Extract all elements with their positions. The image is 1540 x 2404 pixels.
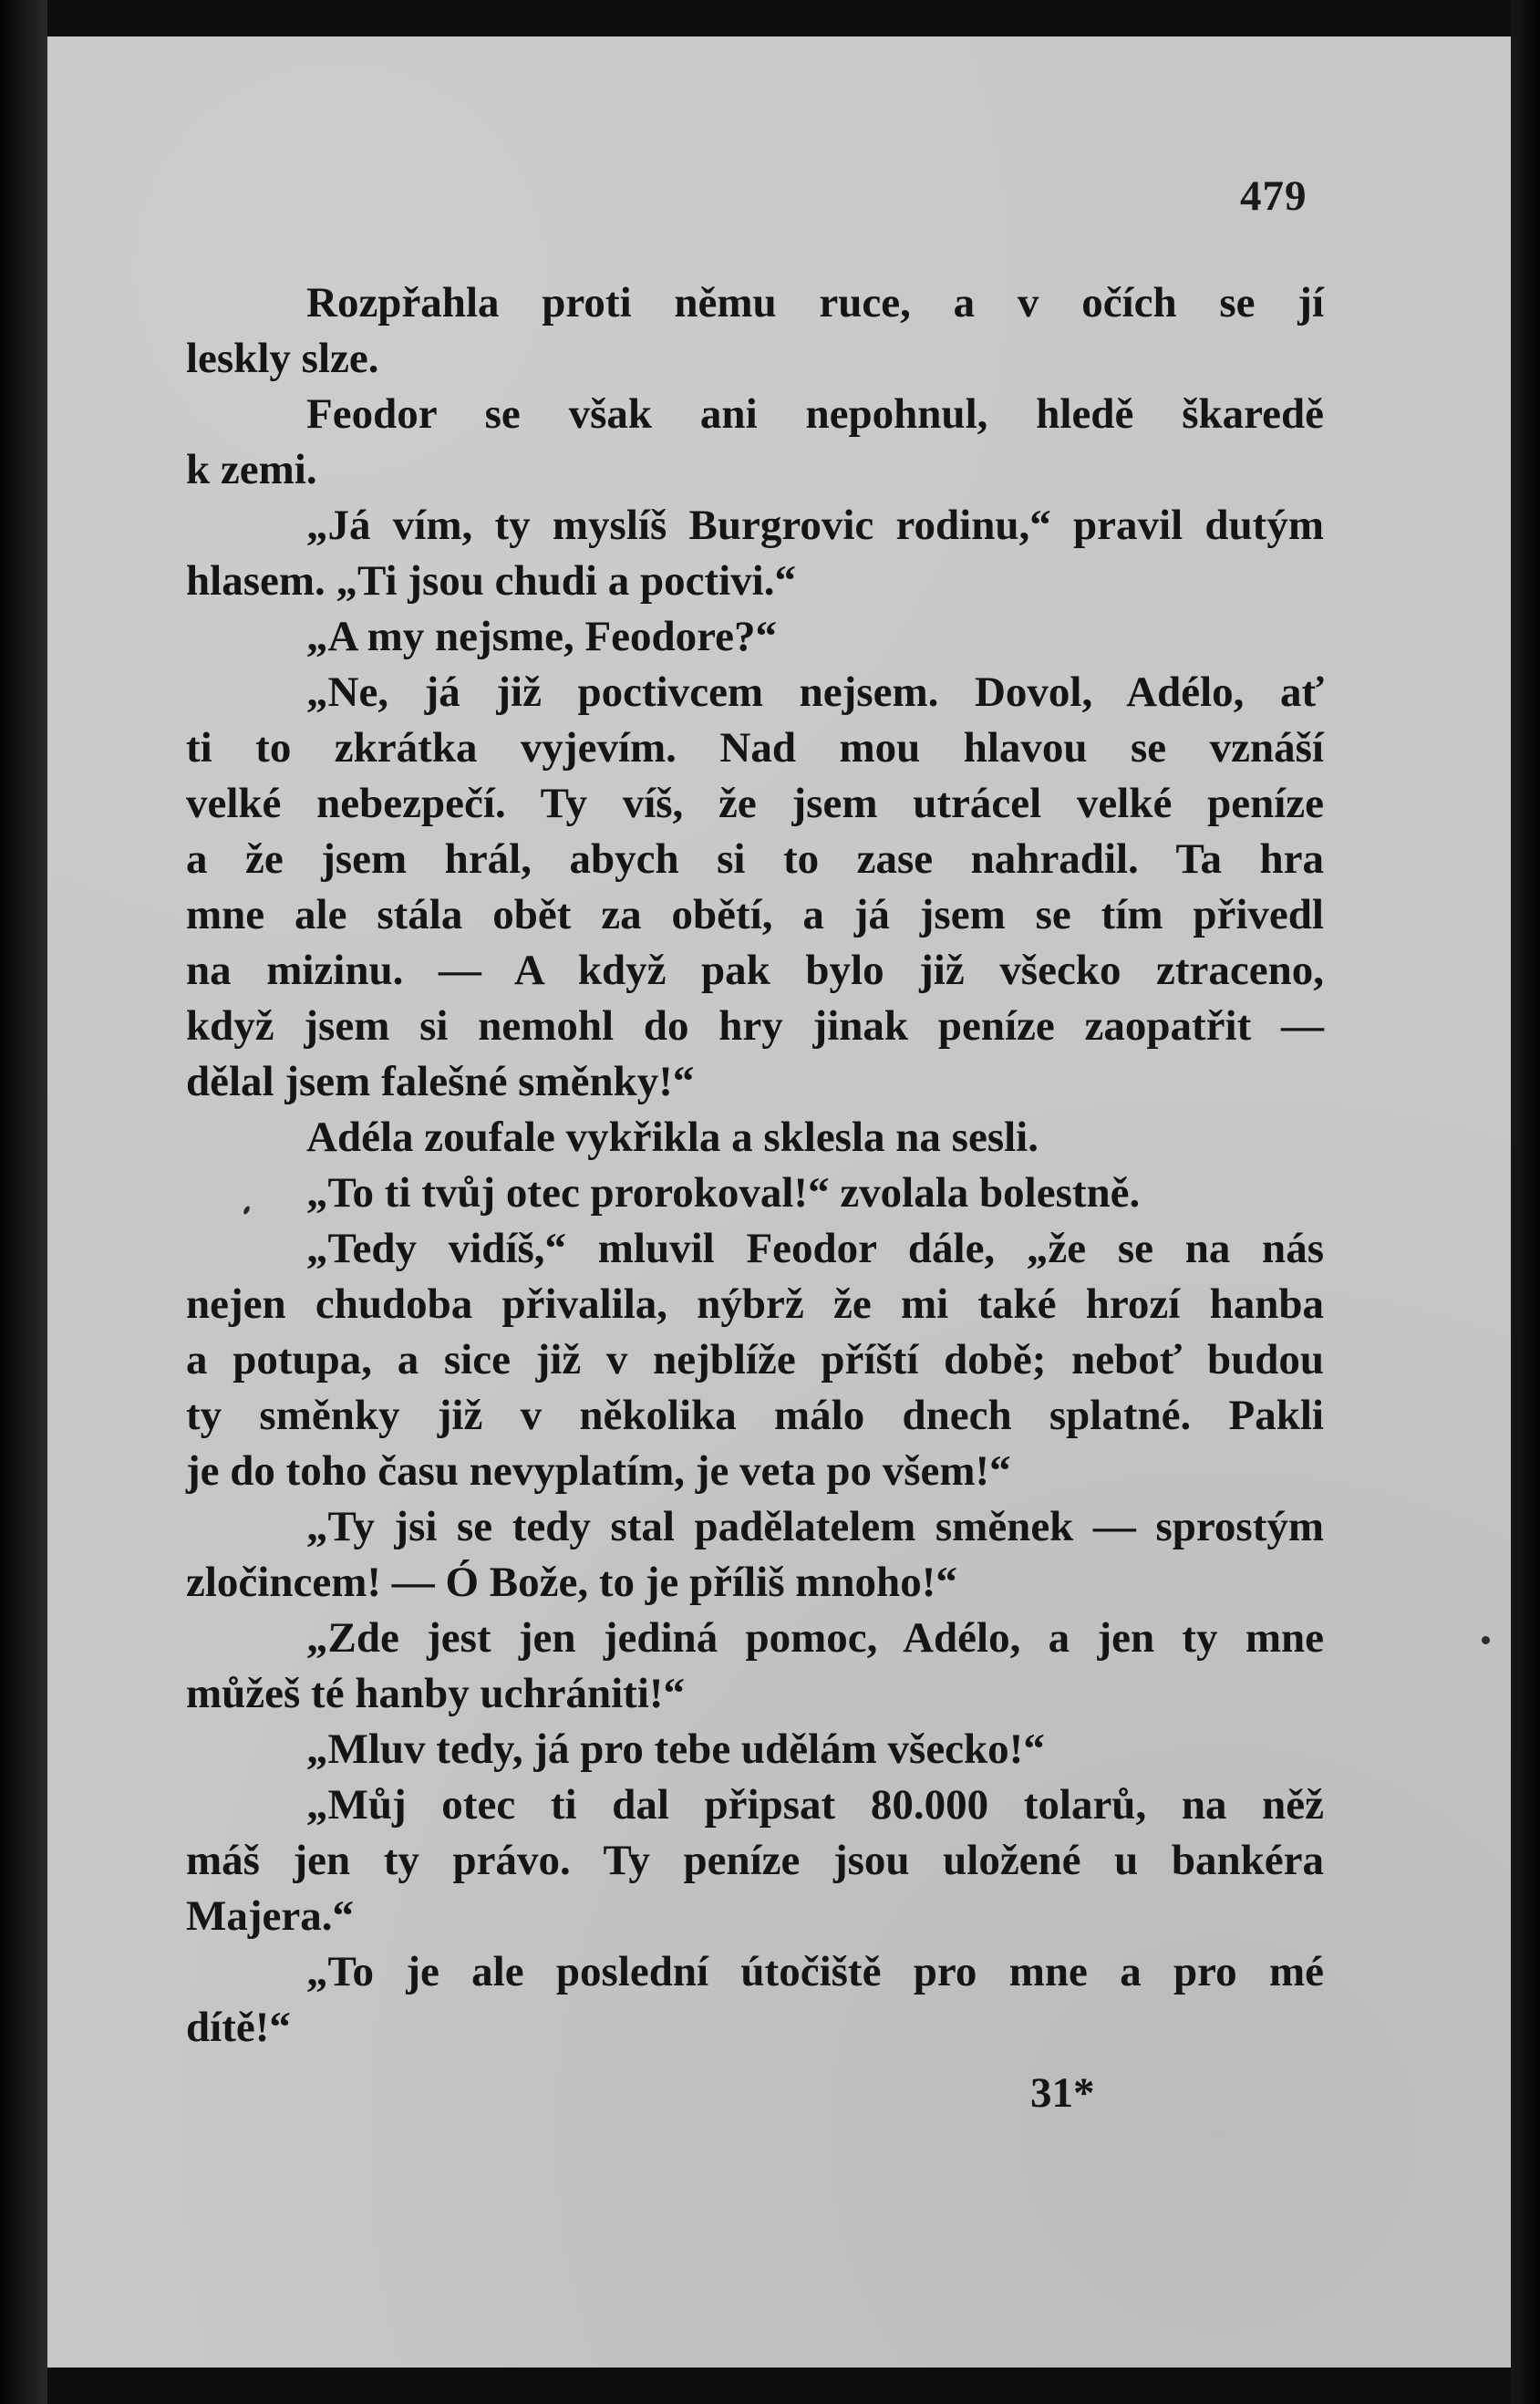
text-line: dělal jsem falešné směnky!“	[186, 1058, 695, 1105]
text-line: je do toho času nevyplatím, je veta po všem!“	[186, 1447, 1011, 1495]
text-line: na mizinu. — A když pak bylo již všecko ztraceno,	[186, 947, 1324, 994]
text-line: nejen chudoba přivalila, nýbrž že mi také hrozí hanba	[186, 1280, 1324, 1328]
text-line: máš jen ty právo. Ty peníze jsou uložené u bankéra	[186, 1837, 1324, 1884]
book-gutter-edge	[0, 0, 47, 2404]
text-line: „To ti tvůj otec prorokoval!“ zvolala bolestně.	[306, 1169, 1141, 1217]
dust-speck	[1482, 1636, 1490, 1644]
page-number: 479	[1240, 172, 1307, 220]
text-line: „A my nejsme, Feodore?“	[306, 613, 778, 660]
text-line: „Tedy vidíš,“ mluvil Feodor dále, „že se na nás	[306, 1225, 1324, 1272]
body-text	[186, 275, 1324, 2056]
text-line: zločincem! — Ó Bože, to je příliš mnoho!“	[186, 1559, 957, 1606]
text-line: „Zde jest jen jediná pomoc, Adélo, a jen ty mne	[306, 1614, 1324, 1662]
text-line: Rozpřahla proti němu ruce, a v očích se jí	[306, 279, 1324, 326]
text-line: dítě!“	[186, 2004, 291, 2051]
text-line: „Ty jsi se tedy stal padělatelem směnek — sprostým	[306, 1503, 1324, 1550]
text-line: mne ale stála obět za obětí, a já jsem se tím přivedl	[186, 891, 1324, 938]
text-line: k zemi.	[186, 446, 317, 493]
text-line: „Můj otec ti dal připsat 80.000 tolarů, na něž	[306, 1781, 1324, 1829]
page-right-edge	[1511, 0, 1540, 2404]
text-line: hlasem. „Ti jsou chudi a poctivi.“	[186, 557, 796, 605]
text-line: ty směnky již v několika málo dnech splatné. Pakli	[186, 1392, 1324, 1439]
text-line: a potupa, a sice již v nejblíže příští době; neboť budou	[186, 1336, 1324, 1383]
text-line: „To je ale poslední útočiště pro mne a pro mé	[306, 1948, 1324, 1995]
text-line: Feodor se však ani nepohnul, hledě škaredě	[306, 390, 1324, 438]
text-line: můžeš té hanby uchrániti!“	[186, 1670, 686, 1717]
text-line: ti to zkrátka vyjevím. Nad mou hlavou se vznáší	[186, 724, 1324, 772]
text-line: a že jsem hrál, abych si to zase nahradil. Ta hra	[186, 835, 1324, 883]
text-line: leskly slze.	[186, 335, 379, 382]
text-line: „Ne, já již poctivcem nejsem. Dovol, Adélo, ať	[306, 668, 1324, 716]
text-line: Majera.“	[186, 1892, 354, 1940]
text-line: Adéla zoufale vykřikla a sklesla na sesli.	[306, 1114, 1039, 1161]
text-line: „Já vím, ty myslíš Burgrovic rodinu,“ pravil dutým	[306, 502, 1324, 549]
text-line: velké nebezpečí. Ty víš, že jsem utrácel velké peníze	[186, 780, 1324, 827]
text-line: když jsem si nemohl do hry jinak peníze zaopatřit —	[186, 1002, 1324, 1050]
text-line: „Mluv tedy, já pro tebe udělám všecko!“	[306, 1725, 1045, 1773]
printer-signature-mark: 31*	[1030, 2069, 1095, 2117]
